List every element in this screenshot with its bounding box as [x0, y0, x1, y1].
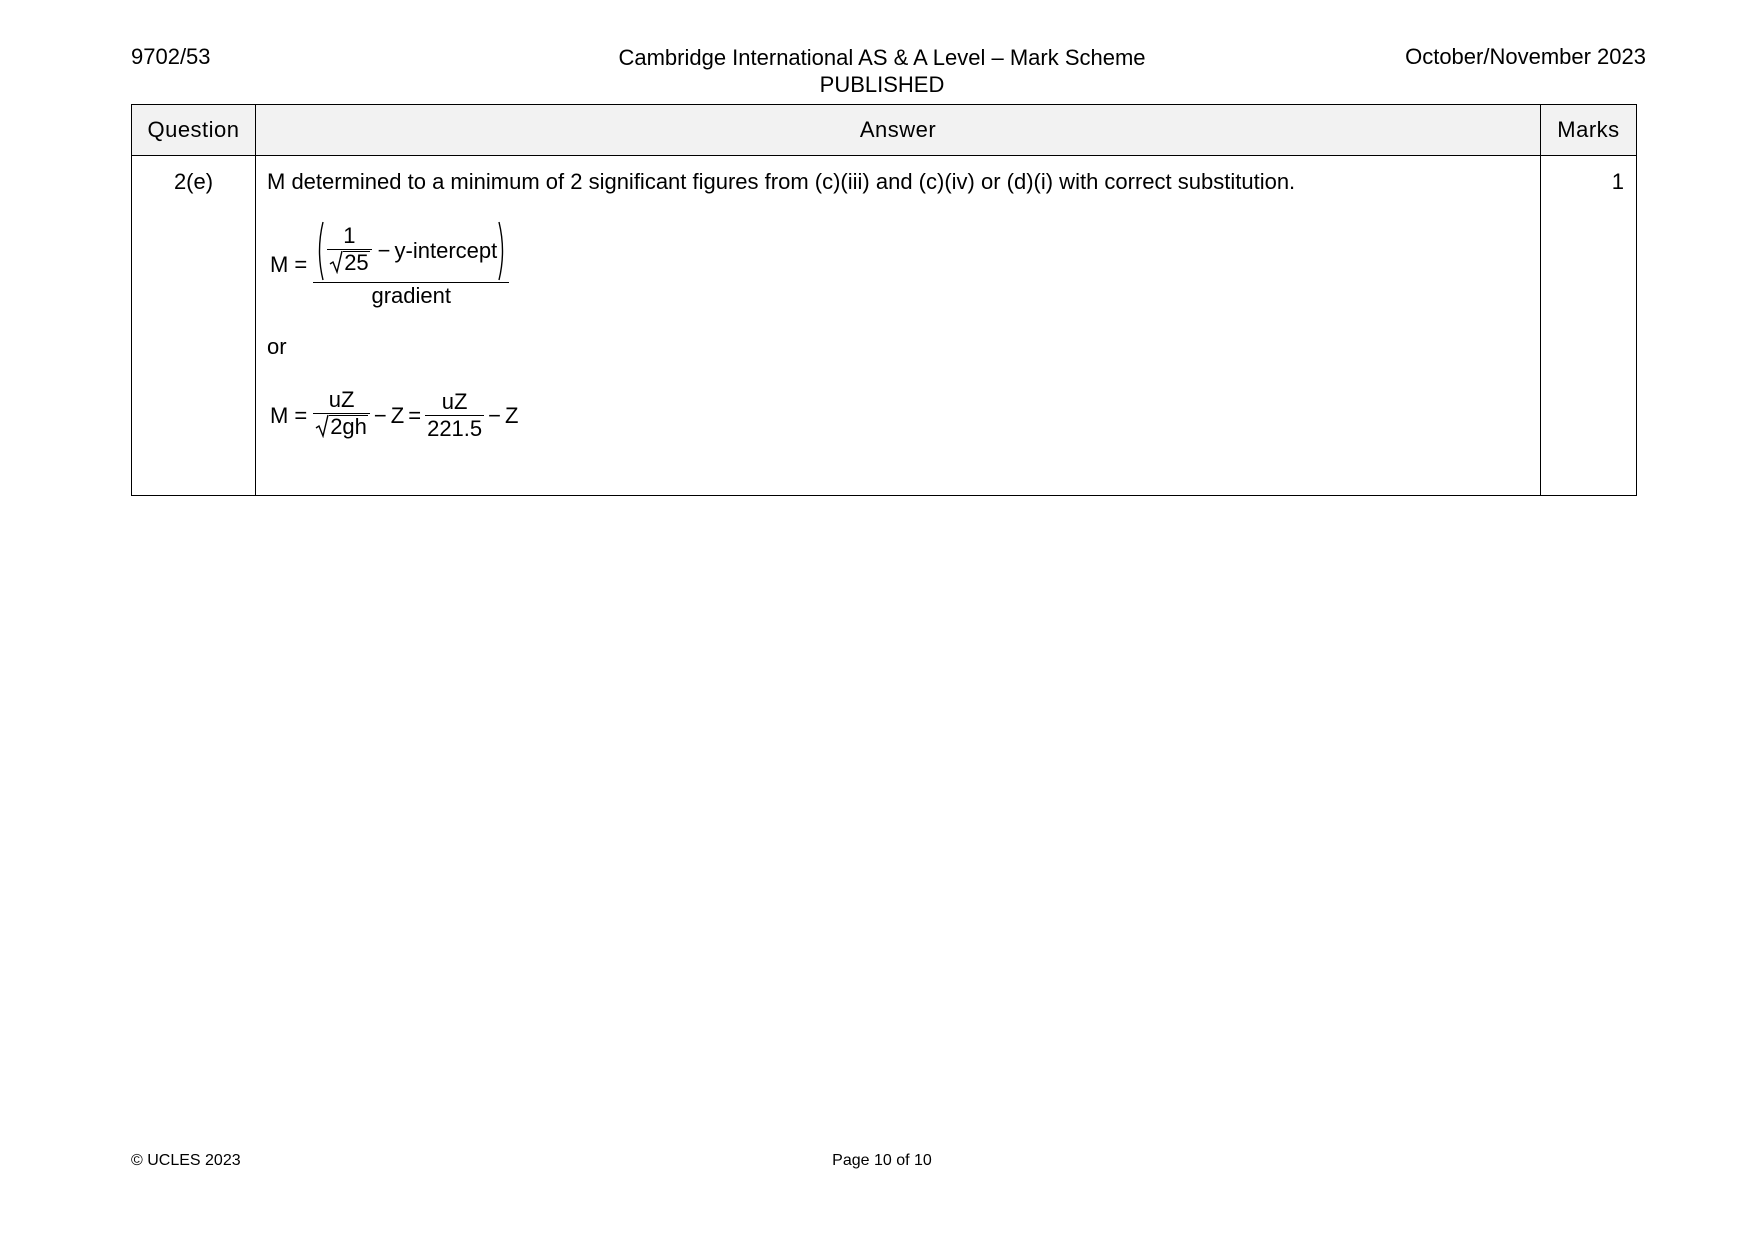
- eq1-inner-numerator: 1: [343, 222, 356, 248]
- eq1-numerator: [313, 220, 509, 282]
- right-parenthesis-icon: [497, 220, 507, 282]
- published-label: PUBLISHED: [819, 72, 945, 97]
- eq2-minus-sign-2: −: [488, 402, 501, 428]
- column-header-question: Question: [132, 105, 256, 156]
- equation-gradient-method: [270, 220, 1530, 309]
- eq1-lhs: M: [270, 251, 289, 277]
- table-row: [132, 156, 1637, 496]
- eq2-lhs: M: [270, 402, 289, 428]
- eq1-equals-sign: =: [294, 251, 308, 277]
- eq2-second-fraction: [425, 389, 484, 442]
- eq2-minus-sign-1: −: [373, 402, 387, 428]
- mark-scheme-table: [131, 104, 1637, 496]
- eq2-first-denominator: [313, 414, 370, 444]
- eq1-square-root: [329, 250, 369, 274]
- eq1-radicand: 25: [344, 249, 369, 275]
- or-connector: or: [267, 334, 287, 359]
- eq2-second-denominator: 221.5: [427, 416, 483, 441]
- eq1-main-fraction: [313, 220, 509, 309]
- eq2-second-numerator: uZ: [441, 389, 468, 414]
- table-header-row: [132, 105, 1637, 156]
- square-root-icon: [315, 414, 329, 438]
- eq2-z-term-2: Z: [505, 402, 519, 428]
- equation-direct-method: [270, 387, 1530, 444]
- column-header-marks: Marks: [1541, 105, 1637, 156]
- square-root-icon: [329, 250, 343, 274]
- eq2-equals-sign: =: [294, 402, 308, 428]
- eq2-first-fraction: [313, 387, 370, 444]
- page-number: Page 10 of 10: [832, 1152, 932, 1169]
- eq1-inner-denominator: [327, 250, 371, 280]
- document-title: Cambridge International AS & A Level – Mark Scheme: [618, 45, 1146, 70]
- eq1-inner-fraction: [327, 223, 371, 280]
- column-header-answer: Answer: [256, 105, 1541, 156]
- left-parenthesis-icon: [315, 220, 325, 282]
- answer-statement: M determined to a minimum of 2 significant figures from (c)(iii) and (c)(iv) or (d)(i) with correct substitution.: [267, 169, 1296, 194]
- eq1-intercept-term: y-intercept: [394, 238, 498, 263]
- exam-session: October/November 2023: [1405, 44, 1646, 69]
- eq2-first-numerator: uZ: [328, 387, 355, 412]
- marks-value: 1: [1541, 156, 1637, 496]
- eq2-radicand: 2gh: [330, 414, 367, 439]
- eq2-equals-sign-2: =: [408, 402, 422, 428]
- eq2-square-root: [315, 414, 368, 438]
- eq2-z-term-1: Z: [390, 402, 405, 428]
- eq1-minus-sign: −: [377, 238, 391, 263]
- copyright-notice: © UCLES 2023: [131, 1152, 241, 1169]
- paper-code: 9702/53: [131, 44, 211, 69]
- answer-cell: [256, 156, 1541, 496]
- question-number: 2(e): [132, 156, 256, 496]
- eq1-denominator: gradient: [371, 283, 451, 308]
